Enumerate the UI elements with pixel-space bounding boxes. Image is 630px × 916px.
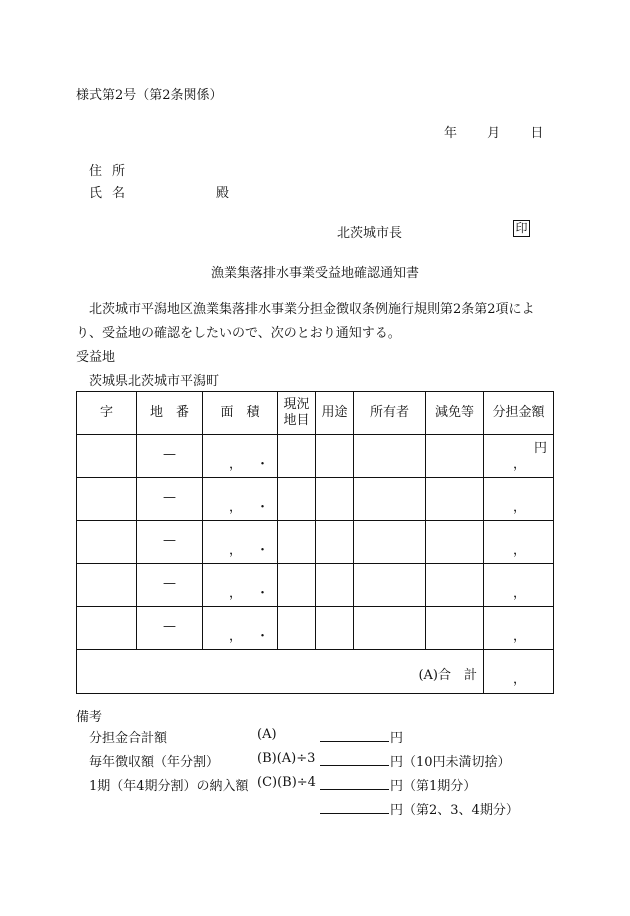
lot-dash: —	[163, 619, 176, 634]
owner-cell[interactable]	[354, 435, 426, 478]
amount-comma: ，	[513, 543, 527, 558]
amount-cell[interactable]	[484, 521, 554, 564]
area-cell[interactable]	[203, 607, 278, 650]
area-comma: ，	[229, 457, 243, 472]
amount-comma: ，	[513, 457, 527, 472]
note-row-later-terms	[89, 799, 589, 819]
address-label: 住所	[89, 164, 136, 179]
note-row-first-term	[89, 775, 589, 795]
lot-dash: —	[163, 490, 176, 505]
owner-cell[interactable]	[354, 607, 426, 650]
land-category-cell[interactable]	[278, 478, 316, 521]
area-cell[interactable]	[203, 478, 278, 521]
owner-cell[interactable]	[354, 478, 426, 521]
land-category-cell[interactable]	[278, 607, 316, 650]
table-row	[77, 521, 554, 564]
total-label: (A)合 計	[418, 668, 477, 683]
header-amount: 分担金額	[484, 392, 554, 435]
header-area: 面 積	[203, 392, 278, 435]
area-dot: ・	[256, 586, 270, 601]
area-dot: ・	[256, 629, 270, 644]
reduction-cell[interactable]	[426, 564, 484, 607]
owner-cell[interactable]	[354, 521, 426, 564]
lot-number-cell[interactable]	[137, 435, 203, 478]
owner-cell[interactable]	[354, 564, 426, 607]
amount-comma: ，	[513, 629, 527, 644]
amount-cell[interactable]	[484, 564, 554, 607]
header-aza: 字	[77, 392, 137, 435]
reduction-cell[interactable]	[426, 521, 484, 564]
note-blank-line	[320, 765, 389, 766]
area-dot: ・	[256, 500, 270, 515]
site-address: 茨城県北茨城市平潟町	[89, 374, 220, 389]
note-blank-line	[320, 813, 389, 814]
date-day: 日	[530, 126, 544, 141]
lot-number-cell[interactable]	[137, 478, 203, 521]
table-row	[77, 564, 554, 607]
note-blank-line	[320, 741, 389, 742]
header-usage: 用途	[316, 392, 354, 435]
amount-cell[interactable]	[484, 435, 554, 478]
area-comma: ，	[229, 629, 243, 644]
lot-number-cell[interactable]	[137, 607, 203, 650]
reduction-cell[interactable]	[426, 607, 484, 650]
area-cell[interactable]	[203, 521, 278, 564]
area-dot: ・	[256, 543, 270, 558]
note-row-annual	[89, 751, 589, 771]
note-suffix: 円（第2、3、4期分）	[390, 803, 519, 818]
body-paragraph: 北茨城市平潟地区漁業集落排水事業分担金徴収条例施行規則第2条第2項により、受益地の確認をしたいので、次のとおり通知する。	[76, 302, 535, 341]
form-number: 様式第2号（第2条関係）	[76, 88, 223, 103]
name-label: 氏名	[89, 186, 136, 201]
note-formula: (C)(B)÷4	[257, 775, 316, 790]
yen-unit: 円	[533, 441, 547, 456]
area-comma: ，	[229, 586, 243, 601]
amount-cell[interactable]	[484, 607, 554, 650]
header-owner: 所有者	[354, 392, 426, 435]
land-category-cell[interactable]	[278, 435, 316, 478]
amount-comma: ，	[513, 586, 527, 601]
usage-cell[interactable]	[316, 435, 354, 478]
note-blank-line	[320, 789, 389, 790]
aza-cell[interactable]	[77, 564, 137, 607]
header-land-category: 現況 地目	[278, 392, 316, 435]
area-comma: ，	[229, 543, 243, 558]
seal-mark: 印	[513, 220, 530, 237]
usage-cell[interactable]	[316, 564, 354, 607]
table-row	[77, 607, 554, 650]
issuer-name: 北茨城市長	[337, 226, 403, 241]
land-table	[76, 391, 554, 694]
aza-cell[interactable]	[77, 478, 137, 521]
table-row	[77, 478, 554, 521]
header-reduction: 減免等	[426, 392, 484, 435]
note-label: 分担金合計額	[89, 731, 168, 746]
note-suffix: 円（10円未満切捨）	[390, 755, 511, 770]
date-line	[444, 122, 543, 141]
total-amount-cell	[484, 650, 554, 694]
note-formula: (B)(A)÷3	[257, 751, 316, 766]
amount-comma: ，	[513, 500, 527, 515]
usage-cell[interactable]	[316, 521, 354, 564]
usage-cell[interactable]	[316, 478, 354, 521]
area-cell[interactable]	[203, 435, 278, 478]
table-header-row	[77, 392, 554, 435]
note-row-total	[89, 727, 589, 747]
amount-cell[interactable]	[484, 478, 554, 521]
area-dot: ・	[256, 457, 270, 472]
note-label: 1期（年4期分割）の納入額	[89, 779, 249, 794]
lot-dash: —	[163, 576, 176, 591]
note-label: 毎年徴収額（年分割）	[89, 755, 220, 770]
lot-number-cell[interactable]	[137, 521, 203, 564]
aza-cell[interactable]	[77, 607, 137, 650]
honorific: 殿	[216, 186, 230, 201]
document-title: 漁業集落排水事業受益地確認通知書	[210, 266, 419, 281]
land-category-cell[interactable]	[278, 521, 316, 564]
note-formula: (A)	[257, 727, 277, 742]
lot-dash: —	[163, 447, 176, 462]
notes-label: 備考	[76, 710, 103, 725]
total-row	[77, 650, 554, 694]
lot-dash: —	[163, 533, 176, 548]
aza-cell[interactable]	[77, 521, 137, 564]
header-lot-number: 地 番	[137, 392, 203, 435]
reduction-cell[interactable]	[426, 435, 484, 478]
date-year: 年	[444, 126, 458, 141]
note-suffix: 円（第1期分）	[390, 779, 477, 794]
aza-cell[interactable]	[77, 435, 137, 478]
table-row	[77, 435, 554, 478]
date-month: 月	[487, 126, 501, 141]
area-cell[interactable]	[203, 564, 278, 607]
site-label: 受益地	[76, 350, 116, 365]
land-category-cell[interactable]	[278, 564, 316, 607]
reduction-cell[interactable]	[426, 478, 484, 521]
usage-cell[interactable]	[316, 607, 354, 650]
total-amount-comma: ，	[513, 672, 527, 687]
note-suffix: 円	[390, 731, 404, 746]
area-comma: ，	[229, 500, 243, 515]
lot-number-cell[interactable]	[137, 564, 203, 607]
